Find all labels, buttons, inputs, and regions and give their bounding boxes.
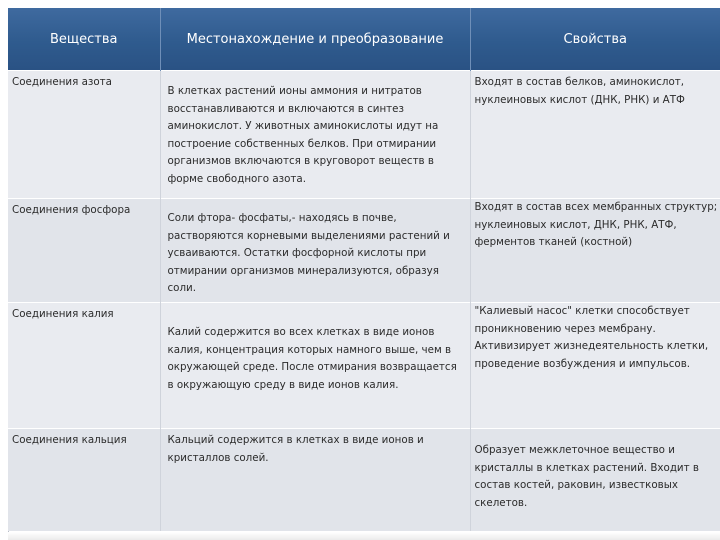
substance-phosphorus: Соединения фосфора xyxy=(12,204,131,216)
cell-substance xyxy=(8,199,160,303)
table-row xyxy=(8,303,720,429)
location-calcium: Кальций содержится в клетках в виде ионов и кристаллов солей. xyxy=(167,434,424,464)
substance-nitrogen: Соединения азота xyxy=(12,76,112,88)
cell-substance xyxy=(8,303,160,429)
substance-potassium: Соединения калия xyxy=(12,308,114,320)
properties-potassium: "Калиевый насос" клетки способствует проникновению через мембрану. Активизирует жизнедеятельность клетки, проведение возбуждения и импульсов. xyxy=(474,305,709,370)
table-row xyxy=(8,199,720,303)
cell-properties xyxy=(470,71,720,199)
cell-properties xyxy=(470,199,720,303)
table-row xyxy=(8,71,720,199)
properties-nitrogen: Входят в состав белков, аминокислот, нуклеиновых кислот (ДНК, РНК) и АТФ xyxy=(474,76,685,106)
bottom-shadow xyxy=(8,532,720,540)
location-nitrogen: В клетках растений ионы аммония и нитратов восстанавливаются и включаются в синтез аминокислот. У животных аминокислоты идут на построение собственных белков. При отмирании организмов включаются в круговорот веществ в форме свободного азота. xyxy=(167,85,439,185)
cell-location xyxy=(160,303,470,429)
cell-substance xyxy=(8,429,160,531)
substances-table xyxy=(8,8,720,531)
cell-location xyxy=(160,429,470,531)
location-potassium: Калий содержится во всех клетках в виде ионов калия, концентрация которых намного выше, чем в окружающей среде. После отмирания возвращается в окружающую среду в виде ионов калия. xyxy=(167,326,457,391)
substance-calcium: Соединения кальция xyxy=(12,434,127,446)
cell-location xyxy=(160,71,470,199)
table-header-row xyxy=(8,8,720,71)
properties-calcium: Образует межклеточное вещество и кристаллы в клетках растений. Входит в состав костей, раковин, известковых скелетов. xyxy=(474,444,699,509)
header-location: Местонахождение и преобразование xyxy=(160,8,470,71)
cell-substance xyxy=(8,71,160,199)
cell-location xyxy=(160,199,470,303)
cell-properties xyxy=(470,303,720,429)
table-row xyxy=(8,429,720,531)
header-properties: Свойства xyxy=(470,8,720,71)
header-substances: Вещества xyxy=(8,8,160,71)
cell-properties xyxy=(470,429,720,531)
properties-phosphorus: Входят в состав всех мембранных структур; нуклеиновых кислот, ДНК, РНК, АТФ, ферментов тканей (костной) xyxy=(474,201,718,248)
location-phosphorus: Соли фтора- фосфаты,- находясь в почве, растворяются корневыми выделениями растений и усваиваются. Остатки фосфорной кислоты при отмирании организмов минерализуются, образуя соли. xyxy=(167,212,450,294)
